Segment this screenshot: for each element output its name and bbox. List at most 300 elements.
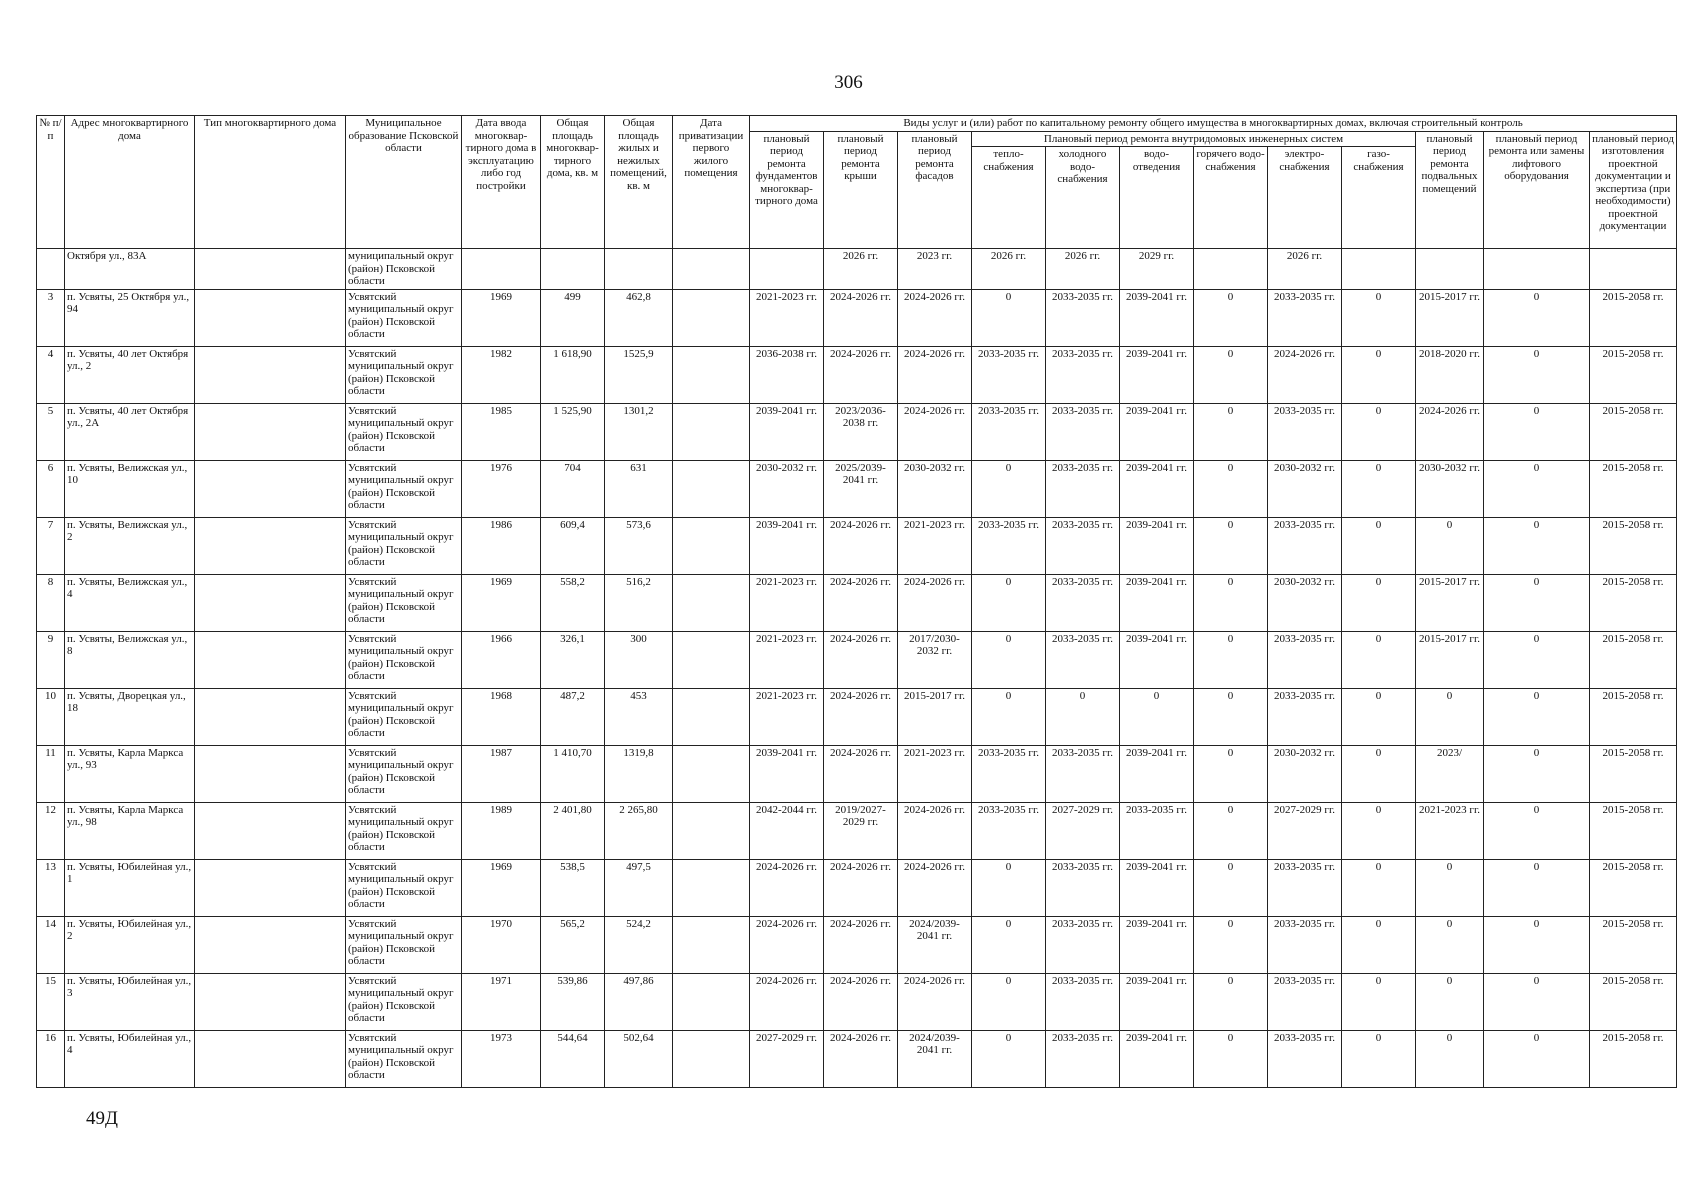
- header-date: Дата ввода многоквар-тирного дома в эксплуатацию либо год постройки: [462, 116, 541, 249]
- table-row: [37, 631, 1677, 688]
- cell-type: [195, 916, 346, 973]
- cell-municipality: Усвятский муниципальный округ (район) Псковской области: [346, 745, 462, 802]
- cell-roof: 2024-2026 гг.: [824, 1030, 898, 1087]
- cell-type: [195, 346, 346, 403]
- header-project-docs: плановый период изготовления проектной документации и экспертиза (при необходимости) проектной документации: [1590, 131, 1677, 249]
- footer-code: 49Д: [86, 1108, 118, 1129]
- capital-repair-table: [36, 115, 1677, 1088]
- header-cold-water: холодного водо-снабжения: [1046, 147, 1120, 249]
- cell-privatization: [673, 403, 750, 460]
- cell-municipality: Усвятский муниципальный округ (район) Псковской области: [346, 574, 462, 631]
- cell-facade: 2017/2030-2032 гг.: [898, 631, 972, 688]
- cell-heat: 0: [972, 973, 1046, 1030]
- cell-cold-water: 0: [1046, 688, 1120, 745]
- cell-electric: 2030-2032 гг.: [1268, 745, 1342, 802]
- header-elevator: плановый период ремонта или замены лифтового оборудования: [1484, 131, 1590, 249]
- cell-electric: 2024-2026 гг.: [1268, 346, 1342, 403]
- table-header: [37, 116, 1677, 249]
- cell-address: п. Усвяты, Карла Маркса ул., 98: [65, 802, 195, 859]
- cell-num: 11: [37, 745, 65, 802]
- cell-cold-water: 2033-2035 гг.: [1046, 460, 1120, 517]
- cell-cold-water: 2033-2035 гг.: [1046, 403, 1120, 460]
- cell-basement: 2015-2017 гг.: [1416, 631, 1484, 688]
- cell-foundation: 2036-2038 гг.: [750, 346, 824, 403]
- cell-roof: 2024-2026 гг.: [824, 631, 898, 688]
- cell-sewer: 2039-2041 гг.: [1120, 574, 1194, 631]
- cell-cold-water: 2033-2035 гг.: [1046, 1030, 1120, 1087]
- cell-project-docs: 2015-2058 гг.: [1590, 517, 1677, 574]
- cell-elevator: 0: [1484, 403, 1590, 460]
- cell-project-docs: 2015-2058 гг.: [1590, 1030, 1677, 1087]
- cell-date: 1969: [462, 289, 541, 346]
- cell-cold-water: 2033-2035 гг.: [1046, 517, 1120, 574]
- cell-foundation: 2030-2032 гг.: [750, 460, 824, 517]
- cell-num: 14: [37, 916, 65, 973]
- cell-total-area: 1 618,90: [541, 346, 605, 403]
- cell-facade: 2024-2026 гг.: [898, 859, 972, 916]
- cell-project-docs: 2015-2058 гг.: [1590, 574, 1677, 631]
- table-row: [37, 745, 1677, 802]
- cell-facade: 2024-2026 гг.: [898, 403, 972, 460]
- page-number: 306: [834, 72, 863, 93]
- cell-cold-water: 2033-2035 гг.: [1046, 574, 1120, 631]
- cell-gas: 0: [1342, 346, 1416, 403]
- cell-gas: 0: [1342, 631, 1416, 688]
- cell-privatization: [673, 859, 750, 916]
- cell-roof: 2024-2026 гг.: [824, 859, 898, 916]
- header-privatization: Дата приватизации первого жилого помещения: [673, 116, 750, 249]
- cell-facade: 2021-2023 гг.: [898, 517, 972, 574]
- cell-address: п. Усвяты, Дворецкая ул., 18: [65, 688, 195, 745]
- header-address: Адрес многоквартирного дома: [65, 116, 195, 249]
- cell-address: п. Усвяты, 40 лет Октября ул., 2А: [65, 403, 195, 460]
- header-foundation: плановый период ремонта фундаментов многоквар-тирного дома: [750, 131, 824, 249]
- cell-total-area: 326,1: [541, 631, 605, 688]
- cell-living-area: 2 265,80: [605, 802, 673, 859]
- cell-elevator: 0: [1484, 346, 1590, 403]
- cell-facade: 2015-2017 гг.: [898, 688, 972, 745]
- cell-municipality: Усвятский муниципальный округ (район) Псковской области: [346, 1030, 462, 1087]
- cell-gas: 0: [1342, 973, 1416, 1030]
- cell-hot-water: 0: [1194, 916, 1268, 973]
- cell-sewer: 2039-2041 гг.: [1120, 346, 1194, 403]
- cell-elevator: 0: [1484, 973, 1590, 1030]
- cell-project-docs: 2015-2058 гг.: [1590, 859, 1677, 916]
- cell-address: п. Усвяты, Велижская ул., 8: [65, 631, 195, 688]
- cell-foundation: 2024-2026 гг.: [750, 859, 824, 916]
- cell-roof: 2024-2026 гг.: [824, 688, 898, 745]
- cell-address: п. Усвяты, Юбилейная ул., 1: [65, 859, 195, 916]
- cell-sewer: 2039-2041 гг.: [1120, 916, 1194, 973]
- cell-type: [195, 688, 346, 745]
- cell-hot-water: 0: [1194, 1030, 1268, 1087]
- cell-gas: 0: [1342, 517, 1416, 574]
- cell-electric: 2033-2035 гг.: [1268, 517, 1342, 574]
- cell-address: Октября ул., 83А: [65, 249, 195, 290]
- cell-foundation: 2027-2029 гг.: [750, 1030, 824, 1087]
- cell-sewer: 2039-2041 гг.: [1120, 631, 1194, 688]
- cell-type: [195, 745, 346, 802]
- cell-project-docs: 2015-2058 гг.: [1590, 973, 1677, 1030]
- table-row: [37, 249, 1677, 290]
- header-hot-water: горячего водо-снабжения: [1194, 147, 1268, 249]
- cell-basement: 0: [1416, 688, 1484, 745]
- table-row: [37, 859, 1677, 916]
- cell-living-area: 573,6: [605, 517, 673, 574]
- cell-facade: 2024-2026 гг.: [898, 973, 972, 1030]
- cell-roof: 2024-2026 гг.: [824, 346, 898, 403]
- cell-heat: 0: [972, 289, 1046, 346]
- cell-electric: 2027-2029 гг.: [1268, 802, 1342, 859]
- cell-gas: 0: [1342, 289, 1416, 346]
- cell-sewer: 2029 гг.: [1120, 249, 1194, 290]
- cell-electric: 2030-2032 гг.: [1268, 574, 1342, 631]
- cell-living-area: 516,2: [605, 574, 673, 631]
- cell-cold-water: 2033-2035 гг.: [1046, 859, 1120, 916]
- header-basement: плановый период ремонта подвальных помещений: [1416, 131, 1484, 249]
- header-type: Тип многоквартирного дома: [195, 116, 346, 249]
- cell-num: [37, 249, 65, 290]
- cell-num: 9: [37, 631, 65, 688]
- cell-gas: [1342, 249, 1416, 290]
- cell-electric: 2033-2035 гг.: [1268, 289, 1342, 346]
- cell-privatization: [673, 1030, 750, 1087]
- table-row: [37, 346, 1677, 403]
- header-electric: электро-снабжения: [1268, 147, 1342, 249]
- cell-electric: 2030-2032 гг.: [1268, 460, 1342, 517]
- cell-heat: 2026 гг.: [972, 249, 1046, 290]
- cell-type: [195, 460, 346, 517]
- cell-address: п. Усвяты, Карла Маркса ул., 93: [65, 745, 195, 802]
- cell-type: [195, 517, 346, 574]
- table-body: [37, 249, 1677, 1088]
- cell-facade: 2024/2039-2041 гг.: [898, 916, 972, 973]
- cell-heat: 0: [972, 1030, 1046, 1087]
- cell-hot-water: 0: [1194, 460, 1268, 517]
- cell-municipality: Усвятский муниципальный округ (район) Псковской области: [346, 859, 462, 916]
- cell-type: [195, 973, 346, 1030]
- cell-facade: 2021-2023 гг.: [898, 745, 972, 802]
- cell-sewer: 2039-2041 гг.: [1120, 289, 1194, 346]
- cell-total-area: 609,4: [541, 517, 605, 574]
- cell-municipality: Усвятский муниципальный округ (район) Псковской области: [346, 517, 462, 574]
- table-row: [37, 802, 1677, 859]
- cell-elevator: 0: [1484, 688, 1590, 745]
- cell-basement: 2023/: [1416, 745, 1484, 802]
- cell-heat: 0: [972, 574, 1046, 631]
- cell-num: 13: [37, 859, 65, 916]
- cell-date: 1973: [462, 1030, 541, 1087]
- cell-facade: 2024-2026 гг.: [898, 574, 972, 631]
- table-row: [37, 403, 1677, 460]
- cell-date: 1982: [462, 346, 541, 403]
- cell-heat: 0: [972, 631, 1046, 688]
- cell-address: п. Усвяты, 25 Октября ул., 94: [65, 289, 195, 346]
- cell-hot-water: 0: [1194, 574, 1268, 631]
- table-row: [37, 916, 1677, 973]
- cell-total-area: [541, 249, 605, 290]
- cell-address: п. Усвяты, Велижская ул., 10: [65, 460, 195, 517]
- cell-basement: 2030-2032 гг.: [1416, 460, 1484, 517]
- header-gas: газо-снабжения: [1342, 147, 1416, 249]
- cell-living-area: 300: [605, 631, 673, 688]
- cell-total-area: 544,64: [541, 1030, 605, 1087]
- cell-project-docs: 2015-2058 гг.: [1590, 802, 1677, 859]
- cell-cold-water: 2027-2029 гг.: [1046, 802, 1120, 859]
- cell-date: 1969: [462, 859, 541, 916]
- cell-gas: 0: [1342, 745, 1416, 802]
- header-sewer: водо-отведения: [1120, 147, 1194, 249]
- cell-living-area: 453: [605, 688, 673, 745]
- cell-sewer: 0: [1120, 688, 1194, 745]
- table-row: [37, 973, 1677, 1030]
- cell-living-area: 524,2: [605, 916, 673, 973]
- cell-municipality: Усвятский муниципальный округ (район) Псковской области: [346, 289, 462, 346]
- cell-roof: 2026 гг.: [824, 249, 898, 290]
- cell-basement: 0: [1416, 1030, 1484, 1087]
- header-works-group: Виды услуг и (или) работ по капитальному ремонту общего имущества в многоквартирных домах, включая строительный контроль: [750, 116, 1677, 132]
- cell-basement: 2018-2020 гг.: [1416, 346, 1484, 403]
- cell-basement: 0: [1416, 973, 1484, 1030]
- cell-hot-water: 0: [1194, 403, 1268, 460]
- cell-municipality: Усвятский муниципальный округ (район) Псковской области: [346, 346, 462, 403]
- cell-municipality: Усвятский муниципальный округ (район) Псковской области: [346, 403, 462, 460]
- cell-basement: 2021-2023 гг.: [1416, 802, 1484, 859]
- cell-gas: 0: [1342, 403, 1416, 460]
- cell-hot-water: 0: [1194, 859, 1268, 916]
- cell-total-area: 499: [541, 289, 605, 346]
- cell-gas: 0: [1342, 916, 1416, 973]
- cell-cold-water: 2033-2035 гг.: [1046, 346, 1120, 403]
- cell-cold-water: 2033-2035 гг.: [1046, 289, 1120, 346]
- cell-cold-water: 2033-2035 гг.: [1046, 631, 1120, 688]
- cell-gas: 0: [1342, 460, 1416, 517]
- cell-project-docs: 2015-2058 гг.: [1590, 403, 1677, 460]
- cell-type: [195, 802, 346, 859]
- cell-date: 1968: [462, 688, 541, 745]
- cell-type: [195, 289, 346, 346]
- header-municipality: Муниципальное образование Псковской области: [346, 116, 462, 249]
- cell-heat: 2033-2035 гг.: [972, 802, 1046, 859]
- cell-foundation: 2021-2023 гг.: [750, 289, 824, 346]
- cell-privatization: [673, 745, 750, 802]
- cell-type: [195, 574, 346, 631]
- cell-cold-water: 2033-2035 гг.: [1046, 745, 1120, 802]
- cell-heat: 0: [972, 916, 1046, 973]
- cell-heat: 2033-2035 гг.: [972, 346, 1046, 403]
- cell-hot-water: 0: [1194, 688, 1268, 745]
- cell-roof: 2023/2036-2038 гг.: [824, 403, 898, 460]
- cell-total-area: 1 525,90: [541, 403, 605, 460]
- cell-gas: 0: [1342, 859, 1416, 916]
- cell-num: 7: [37, 517, 65, 574]
- cell-hot-water: 0: [1194, 346, 1268, 403]
- header-total-area: Общая площадь многоквар-тирного дома, кв. м: [541, 116, 605, 249]
- cell-municipality: Усвятский муниципальный округ (район) Псковской области: [346, 688, 462, 745]
- cell-sewer: 2039-2041 гг.: [1120, 460, 1194, 517]
- cell-municipality: Усвятский муниципальный округ (район) Псковской области: [346, 460, 462, 517]
- cell-foundation: 2021-2023 гг.: [750, 688, 824, 745]
- cell-elevator: 0: [1484, 745, 1590, 802]
- cell-elevator: 0: [1484, 859, 1590, 916]
- cell-privatization: [673, 249, 750, 290]
- cell-total-area: 487,2: [541, 688, 605, 745]
- cell-date: 1969: [462, 574, 541, 631]
- cell-privatization: [673, 346, 750, 403]
- cell-living-area: 1301,2: [605, 403, 673, 460]
- cell-facade: 2024/2039-2041 гг.: [898, 1030, 972, 1087]
- cell-living-area: 631: [605, 460, 673, 517]
- cell-date: 1966: [462, 631, 541, 688]
- cell-type: [195, 403, 346, 460]
- cell-total-area: 558,2: [541, 574, 605, 631]
- cell-type: [195, 249, 346, 290]
- cell-gas: 0: [1342, 574, 1416, 631]
- cell-date: 1989: [462, 802, 541, 859]
- cell-cold-water: 2033-2035 гг.: [1046, 973, 1120, 1030]
- cell-date: 1987: [462, 745, 541, 802]
- cell-gas: 0: [1342, 802, 1416, 859]
- cell-date: 1986: [462, 517, 541, 574]
- cell-project-docs: 2015-2058 гг.: [1590, 688, 1677, 745]
- cell-address: п. Усвяты, Юбилейная ул., 3: [65, 973, 195, 1030]
- table-row: [37, 460, 1677, 517]
- header-roof: плановый период ремонта крыши: [824, 131, 898, 249]
- cell-privatization: [673, 973, 750, 1030]
- cell-privatization: [673, 688, 750, 745]
- cell-sewer: 2039-2041 гг.: [1120, 403, 1194, 460]
- cell-hot-water: 0: [1194, 289, 1268, 346]
- cell-privatization: [673, 631, 750, 688]
- table-row: [37, 517, 1677, 574]
- cell-num: 6: [37, 460, 65, 517]
- cell-date: 1976: [462, 460, 541, 517]
- cell-project-docs: 2015-2058 гг.: [1590, 916, 1677, 973]
- cell-living-area: 497,5: [605, 859, 673, 916]
- cell-basement: 0: [1416, 916, 1484, 973]
- cell-roof: 2025/2039-2041 гг.: [824, 460, 898, 517]
- cell-hot-water: 0: [1194, 745, 1268, 802]
- cell-sewer: 2039-2041 гг.: [1120, 1030, 1194, 1087]
- cell-municipality: Усвятский муниципальный округ (район) Псковской области: [346, 973, 462, 1030]
- cell-facade: 2024-2026 гг.: [898, 346, 972, 403]
- table-row: [37, 289, 1677, 346]
- cell-cold-water: 2033-2035 гг.: [1046, 916, 1120, 973]
- cell-municipality: муниципальный округ (район) Псковской области: [346, 249, 462, 290]
- cell-roof: 2024-2026 гг.: [824, 973, 898, 1030]
- cell-privatization: [673, 802, 750, 859]
- cell-heat: 2033-2035 гг.: [972, 745, 1046, 802]
- cell-foundation: 2021-2023 гг.: [750, 574, 824, 631]
- cell-roof: 2024-2026 гг.: [824, 289, 898, 346]
- cell-electric: 2033-2035 гг.: [1268, 631, 1342, 688]
- cell-total-area: 565,2: [541, 916, 605, 973]
- cell-roof: 2024-2026 гг.: [824, 745, 898, 802]
- cell-total-area: 2 401,80: [541, 802, 605, 859]
- cell-electric: 2033-2035 гг.: [1268, 1030, 1342, 1087]
- cell-num: 10: [37, 688, 65, 745]
- cell-project-docs: 2015-2058 гг.: [1590, 346, 1677, 403]
- cell-project-docs: [1590, 249, 1677, 290]
- cell-foundation: 2021-2023 гг.: [750, 631, 824, 688]
- cell-heat: 2033-2035 гг.: [972, 403, 1046, 460]
- cell-heat: 0: [972, 688, 1046, 745]
- cell-living-area: 462,8: [605, 289, 673, 346]
- cell-total-area: 539,86: [541, 973, 605, 1030]
- cell-hot-water: 0: [1194, 973, 1268, 1030]
- cell-elevator: 0: [1484, 1030, 1590, 1087]
- cell-elevator: [1484, 249, 1590, 290]
- cell-date: [462, 249, 541, 290]
- cell-elevator: 0: [1484, 460, 1590, 517]
- cell-basement: 2015-2017 гг.: [1416, 289, 1484, 346]
- cell-address: п. Усвяты, Велижская ул., 2: [65, 517, 195, 574]
- cell-municipality: Усвятский муниципальный округ (район) Псковской области: [346, 631, 462, 688]
- cell-elevator: 0: [1484, 916, 1590, 973]
- cell-total-area: 1 410,70: [541, 745, 605, 802]
- cell-privatization: [673, 460, 750, 517]
- cell-sewer: 2039-2041 гг.: [1120, 973, 1194, 1030]
- cell-sewer: 2039-2041 гг.: [1120, 517, 1194, 574]
- header-heat: тепло-снабжения: [972, 147, 1046, 249]
- cell-elevator: 0: [1484, 574, 1590, 631]
- cell-foundation: 2042-2044 гг.: [750, 802, 824, 859]
- cell-date: 1971: [462, 973, 541, 1030]
- cell-project-docs: 2015-2058 гг.: [1590, 745, 1677, 802]
- cell-foundation: 2039-2041 гг.: [750, 745, 824, 802]
- cell-num: 16: [37, 1030, 65, 1087]
- cell-project-docs: 2015-2058 гг.: [1590, 631, 1677, 688]
- cell-living-area: [605, 249, 673, 290]
- cell-address: п. Усвяты, Велижская ул., 4: [65, 574, 195, 631]
- cell-type: [195, 631, 346, 688]
- header-num: № п/п: [37, 116, 65, 249]
- cell-total-area: 704: [541, 460, 605, 517]
- cell-address: п. Усвяты, 40 лет Октября ул., 2: [65, 346, 195, 403]
- cell-living-area: 1319,8: [605, 745, 673, 802]
- cell-sewer: 2039-2041 гг.: [1120, 745, 1194, 802]
- cell-num: 4: [37, 346, 65, 403]
- cell-electric: 2033-2035 гг.: [1268, 403, 1342, 460]
- cell-foundation: [750, 249, 824, 290]
- cell-roof: 2024-2026 гг.: [824, 517, 898, 574]
- cell-living-area: 1525,9: [605, 346, 673, 403]
- cell-municipality: Усвятский муниципальный округ (район) Псковской области: [346, 916, 462, 973]
- cell-living-area: 497,86: [605, 973, 673, 1030]
- cell-elevator: 0: [1484, 631, 1590, 688]
- cell-type: [195, 859, 346, 916]
- cell-num: 5: [37, 403, 65, 460]
- cell-foundation: 2039-2041 гг.: [750, 517, 824, 574]
- cell-address: п. Усвяты, Юбилейная ул., 4: [65, 1030, 195, 1087]
- header-engineering-group: Плановый период ремонта внутридомовых инженерных систем: [972, 131, 1416, 147]
- cell-roof: 2024-2026 гг.: [824, 916, 898, 973]
- cell-basement: 0: [1416, 859, 1484, 916]
- cell-type: [195, 1030, 346, 1087]
- cell-heat: 0: [972, 859, 1046, 916]
- cell-address: п. Усвяты, Юбилейная ул., 2: [65, 916, 195, 973]
- cell-basement: 0: [1416, 517, 1484, 574]
- cell-electric: 2033-2035 гг.: [1268, 859, 1342, 916]
- cell-electric: 2033-2035 гг.: [1268, 973, 1342, 1030]
- cell-elevator: 0: [1484, 289, 1590, 346]
- cell-roof: 2019/2027-2029 гг.: [824, 802, 898, 859]
- cell-num: 8: [37, 574, 65, 631]
- cell-project-docs: 2015-2058 гг.: [1590, 289, 1677, 346]
- cell-hot-water: [1194, 249, 1268, 290]
- cell-electric: 2026 гг.: [1268, 249, 1342, 290]
- cell-gas: 0: [1342, 1030, 1416, 1087]
